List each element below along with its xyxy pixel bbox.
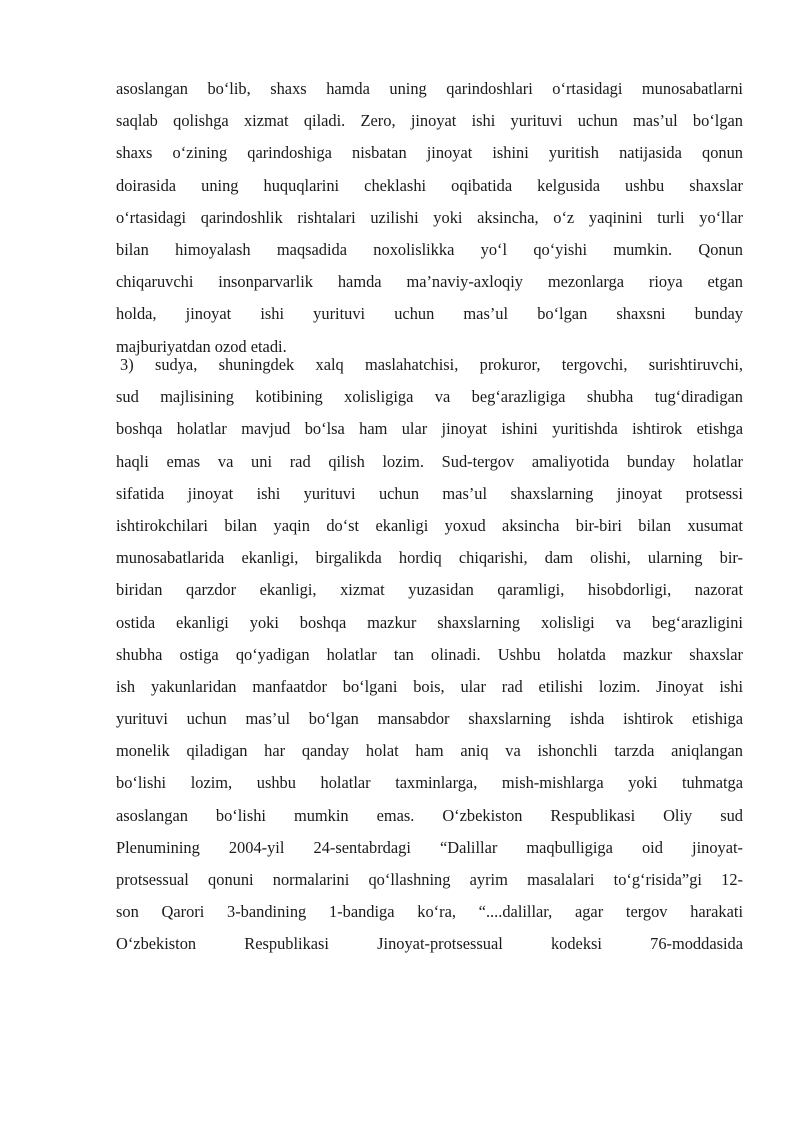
- paragraph-2: [116, 349, 743, 961]
- text-line: 3) sudya, shuningdek xalq maslahatchisi, prokuror, tergovchi, surishtiruvchi,: [120, 355, 743, 374]
- text-line: bilan himoyalash maqsadida noxolislikka yo‘l qo‘yishi mumkin. Qonun: [116, 239, 743, 259]
- text-line: asoslangan bo‘lib, shaxs hamda uning qarindoshlari o‘rtasidagi munosabatlarni: [116, 79, 743, 98]
- text-line: ish yakunlaridan manfaatdor bo‘lgani bois, ular rad etilishi lozim. Jinoyat ishi: [116, 676, 743, 696]
- text-line: O‘zbekiston Respublikasi Jinoyat-protsessual kodeksi 76-moddasida: [116, 934, 743, 954]
- text-line: ostida ekanligi yoki boshqa mazkur shaxslarning xolisligi va beg‘arazligini: [116, 612, 743, 632]
- text-line: munosabatlarida ekanligi, birgalikda hordiq chiqarishi, dam olishi, ularning bir-: [116, 548, 743, 568]
- text-line: shubha ostiga qo‘yadigan holatlar tan olinadi. Ushbu holatda mazkur shaxslar: [116, 644, 743, 664]
- text-line: haqli emas va uni rad qilish lozim. Sud-tergov amaliyotida bunday holatlar: [116, 451, 743, 471]
- text-line: Plenumining 2004-yil 24-sentabrdagi “Dalillar maqbulligiga oid jinoyat-: [116, 837, 743, 857]
- text-line: protsessual qonuni normalarini qo‘llashning ayrim masalalari to‘g‘risida”gi 12-: [116, 870, 743, 889]
- text-line: biridan qarzdor ekanligi, xizmat yuzasidan qaramligi, hisobdorligi, nazorat: [116, 580, 743, 600]
- text-line: sud majlisining kotibining xolisligiga va beg‘arazligiga shubha tug‘diradigan: [116, 387, 743, 407]
- text-line: son Qarori 3-bandining 1-bandiga ko‘ra, “....dalillar, agar tergov harakati: [116, 902, 743, 922]
- text-line: shaxs o‘zining qarindoshiga nisbatan jinoyat ishini yuritish natijasida qonun: [116, 143, 743, 163]
- text-line: saqlab qolishga xizmat qiladi. Zero, jinoyat ishi yurituvi uchun mas’ul bo‘lgan: [116, 111, 743, 131]
- text-line: bo‘lishi lozim, ushbu holatlar taxminlarga, mish-mishlarga yoki tuhmatga: [116, 773, 743, 793]
- text-line: sifatida jinoyat ishi yurituvi uchun mas’ul shaxslarning jinoyat protsessi: [116, 483, 743, 503]
- text-line: doirasida uning huquqlarini cheklashi oqibatida kelgusida ushbu shaxslar: [116, 175, 743, 195]
- text-line: majburiyatdan ozod etadi.: [116, 336, 287, 356]
- text-line: asoslangan bo‘lishi mumkin emas. O‘zbekiston Respublikasi Oliy sud: [116, 805, 743, 825]
- text-line: monelik qiladigan har qanday holat ham aniq va ishonchli tarzda aniqlangan: [116, 741, 743, 761]
- paragraph-1: [116, 73, 743, 363]
- text-line: o‘rtasidagi qarindoshlik rishtalari uzilishi yoki aksincha, o‘z yaqinini turli yo‘llar: [116, 207, 743, 227]
- text-line: yurituvi uchun mas’ul bo‘lgan mansabdor shaxslarning ishda ishtirok etishiga: [116, 709, 743, 729]
- text-line: chiqaruvchi insonparvarlik hamda ma’naviy-axloqiy mezonlarga rioya etgan: [116, 272, 743, 292]
- text-line: boshqa holatlar mavjud bo‘lsa ham ular jinoyat ishini yuritishda ishtirok etishga: [116, 419, 743, 439]
- text-line: ishtirokchilari bilan yaqin do‘st ekanligi yoxud aksincha bir-biri bilan xusumat: [116, 515, 743, 535]
- text-line: holda, jinoyat ishi yurituvi uchun mas’ul bo‘lgan shaxsni bunday: [116, 304, 743, 324]
